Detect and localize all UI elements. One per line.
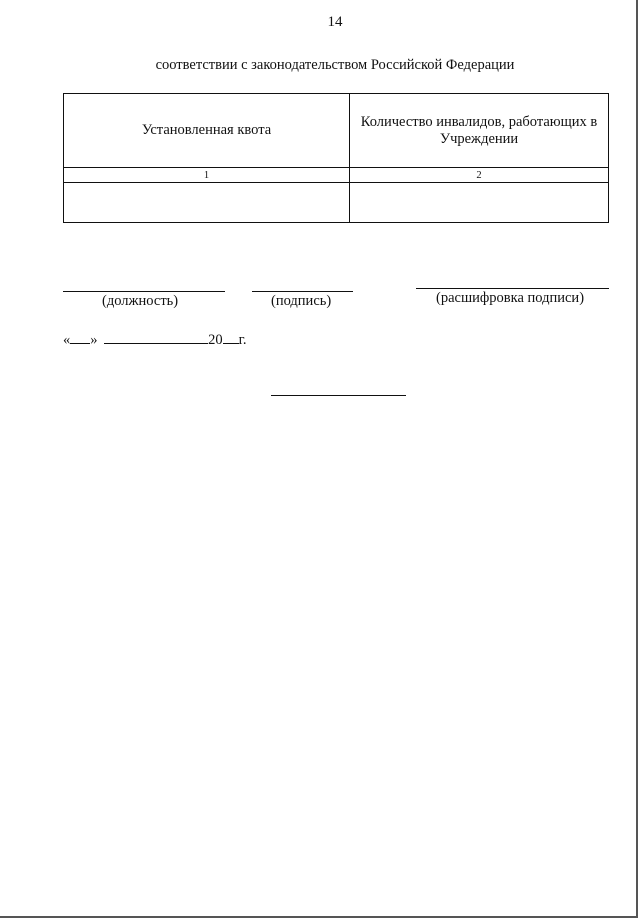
column-number-row (64, 168, 609, 183)
signature-line (252, 291, 353, 292)
date-close-quote: » (90, 332, 98, 348)
day-blank (70, 330, 90, 344)
year-blank (223, 330, 239, 344)
header-disabled-count: Количество инвалидов, работающих в Учреждении (350, 94, 609, 168)
table-row (64, 183, 609, 223)
table-header-row (64, 94, 609, 168)
cell-quota-value (64, 183, 350, 223)
cell-disabled-count-value (350, 183, 609, 223)
signature-caption: (подпись) (271, 293, 332, 309)
decoding-line (416, 288, 609, 289)
header-quota: Установленная квота (64, 94, 350, 168)
position-line (63, 291, 225, 292)
month-blank (104, 330, 208, 344)
year-prefix: 20 (208, 332, 223, 348)
decoding-caption: (расшифровка подписи) (436, 290, 585, 306)
date-open-quote: « (63, 332, 71, 348)
position-caption: (должность) (102, 293, 179, 309)
column-number-2: 2 (350, 168, 609, 183)
year-suffix: г. (238, 332, 247, 348)
column-number-1: 1 (64, 168, 350, 183)
end-separator-line (271, 395, 406, 396)
quota-table (63, 93, 609, 223)
page-number: 14 (327, 14, 343, 30)
intro-text: соответствии с законодательством Российской Федерации (155, 57, 515, 73)
date-line (63, 330, 247, 349)
